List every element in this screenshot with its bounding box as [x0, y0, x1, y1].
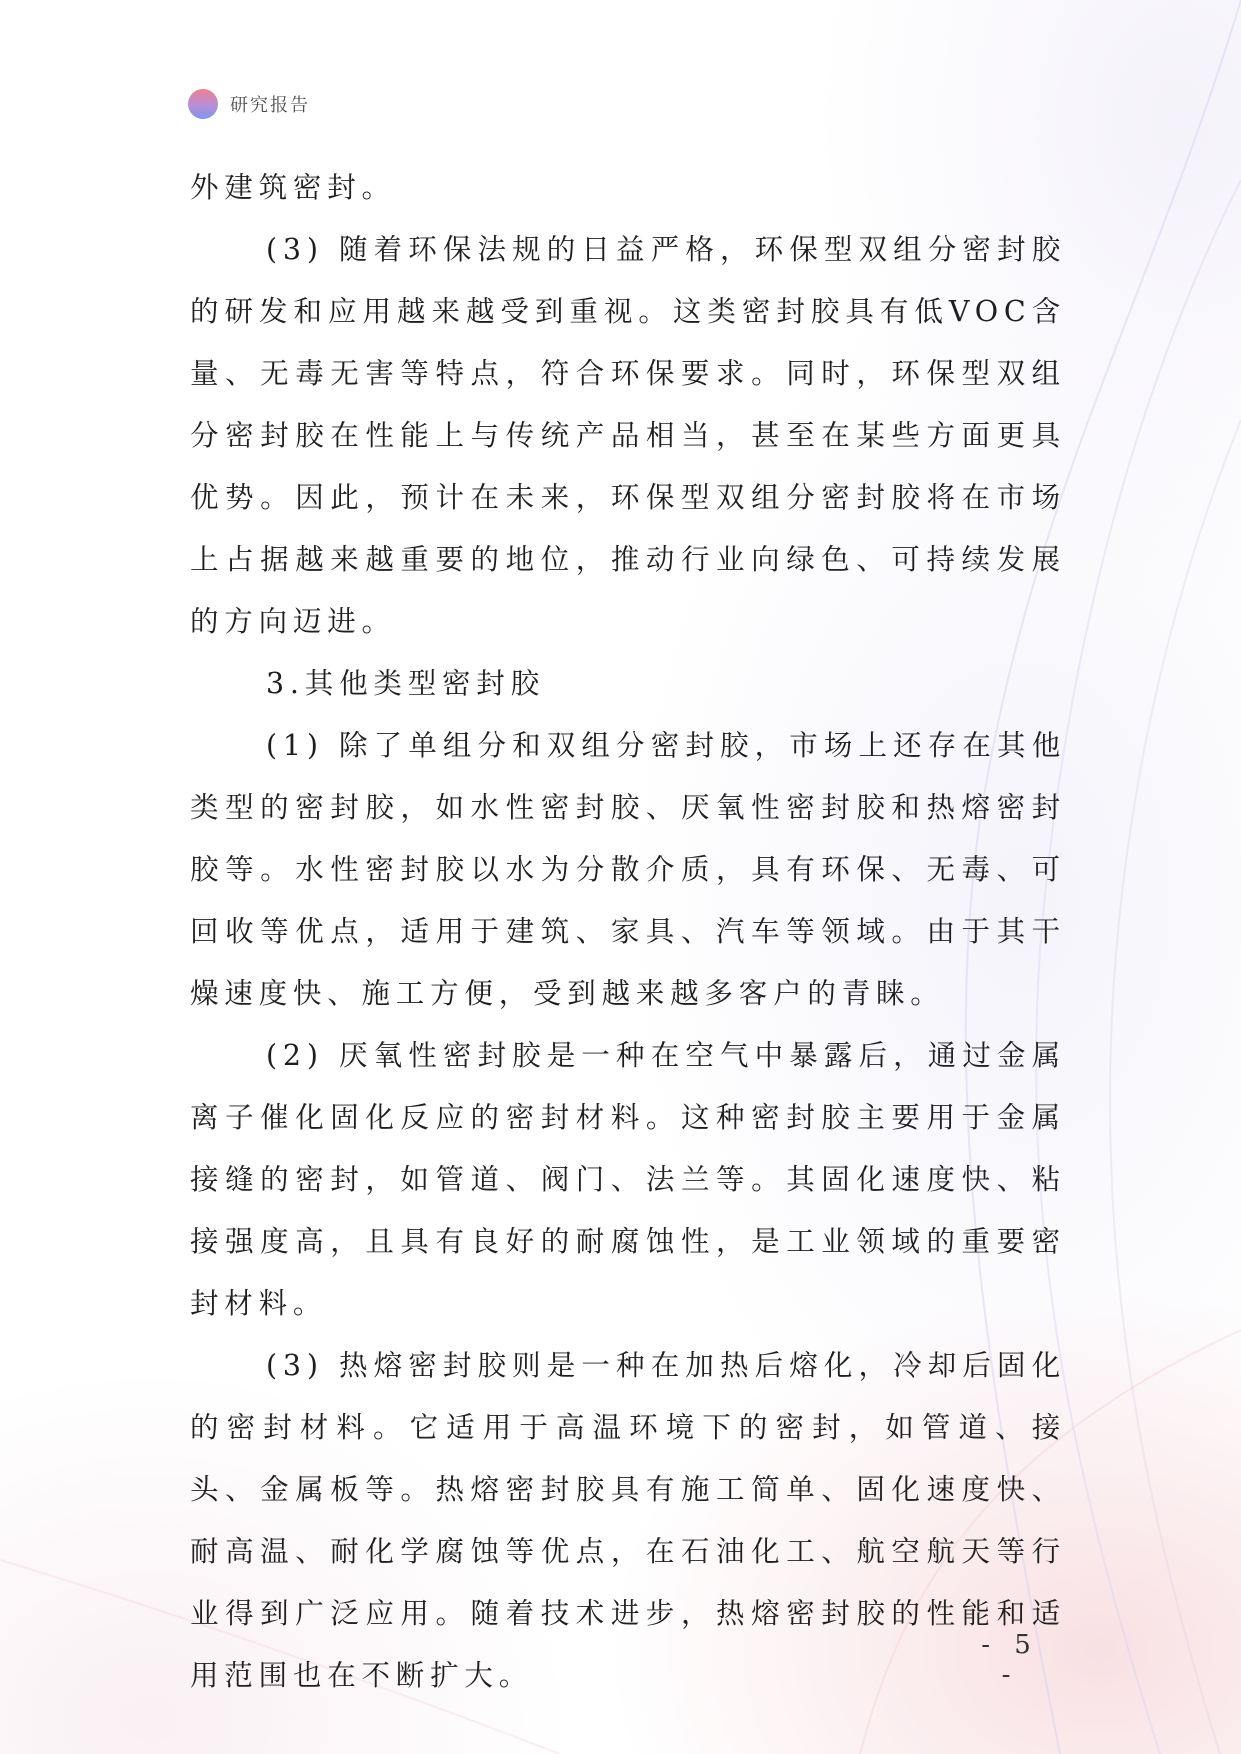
section-heading: 3.其他类型密封胶	[266, 667, 545, 700]
page-number: - 5 -	[981, 1630, 1039, 1690]
paragraph: (1) 除了单组分和双组分密封胶，市场上还存在其他类型的密封胶，如水性密封胶、厌氧性密封胶和热熔密封胶等。水性密封胶以水为分散介质，具有环保、无毒、可回收等优点，适用于建筑、家具、汽车等领域。由于其干燥速度快、施工方便，受到越来越多客户的青睐。	[190, 729, 1066, 1010]
paragraph: (3) 随着环保法规的日益严格，环保型双组分密封胶的研发和应用越来越受到重视。这类密封胶具有低VOC含量、无毒无害等特点，符合环保要求。同时，环保型双组分密封胶在性能上与传统产品相当，甚至在某些方面更具优势。因此，预计在未来，环保型双组分密封胶将在市场上占据越来越重要的地位，推动行业向绿色、可持续发展的方向迈进。	[190, 233, 1066, 638]
report-logo	[188, 89, 218, 119]
header-title: 研究报告	[230, 95, 310, 116]
paragraph: (3) 热熔密封胶则是一种在加热后熔化，冷却后固化的密封材料。它适用于高温环境下的密封，如管道、接头、金属板等。热熔密封胶具有施工简单、固化速度快、耐高温、耐化学腐蚀等优点，在石油化工、航空航天等行业得到广泛应用。随着技术进步，热熔密封胶的性能和适用范围也在不断扩大。	[190, 1349, 1066, 1692]
body-text	[190, 157, 1066, 1707]
paragraph: (2) 厌氧性密封胶是一种在空气中暴露后，通过金属离子催化固化反应的密封材料。这种密封胶主要用于金属接缝的密封，如管道、阀门、法兰等。其固化速度快、粘接强度高，且具有良好的耐腐蚀性，是工业领域的重要密封材料。	[190, 1039, 1066, 1320]
paragraph: 外建筑密封。	[190, 171, 396, 204]
report-header	[188, 88, 310, 120]
